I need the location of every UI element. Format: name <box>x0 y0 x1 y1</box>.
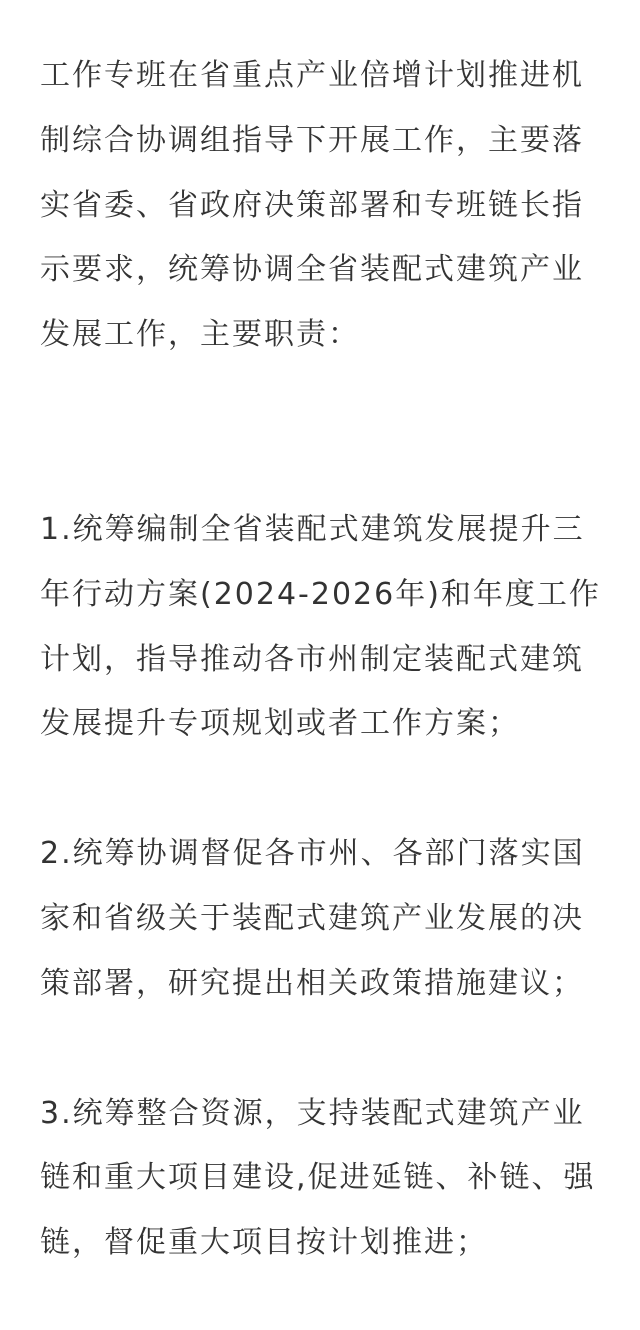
paragraph-spacer <box>40 368 604 498</box>
paragraph-spacer <box>40 1017 604 1082</box>
duty-item-2: 2.统筹协调督促各市州、各部门落实国家和省级关于装配式建筑产业发展的决策部署，研究提出相关政策措施建议； <box>40 836 585 1001</box>
duty-item-3: 3.统筹整合资源，支持装配式建筑产业链和重大项目建设,促进延链、补链、强链，督促重大项目按计划推进； <box>40 1095 596 1261</box>
duty-item-1: 1.统筹编制全省装配式建筑发展提升三年行动方案(2024-2026年)和年度工作计划，指导推动各市州制定装配式建筑发展提升专项规划或者工作方案； <box>40 511 601 742</box>
intro-paragraph: 工作专班在省重点产业倍增计划推进机制综合协调组指导下开展工作，主要落实省委、省政府决策部署和专班链长指示要求，统筹协调全省装配式建筑产业发展工作，主要职责： <box>40 58 584 353</box>
paragraph-spacer <box>40 757 604 822</box>
